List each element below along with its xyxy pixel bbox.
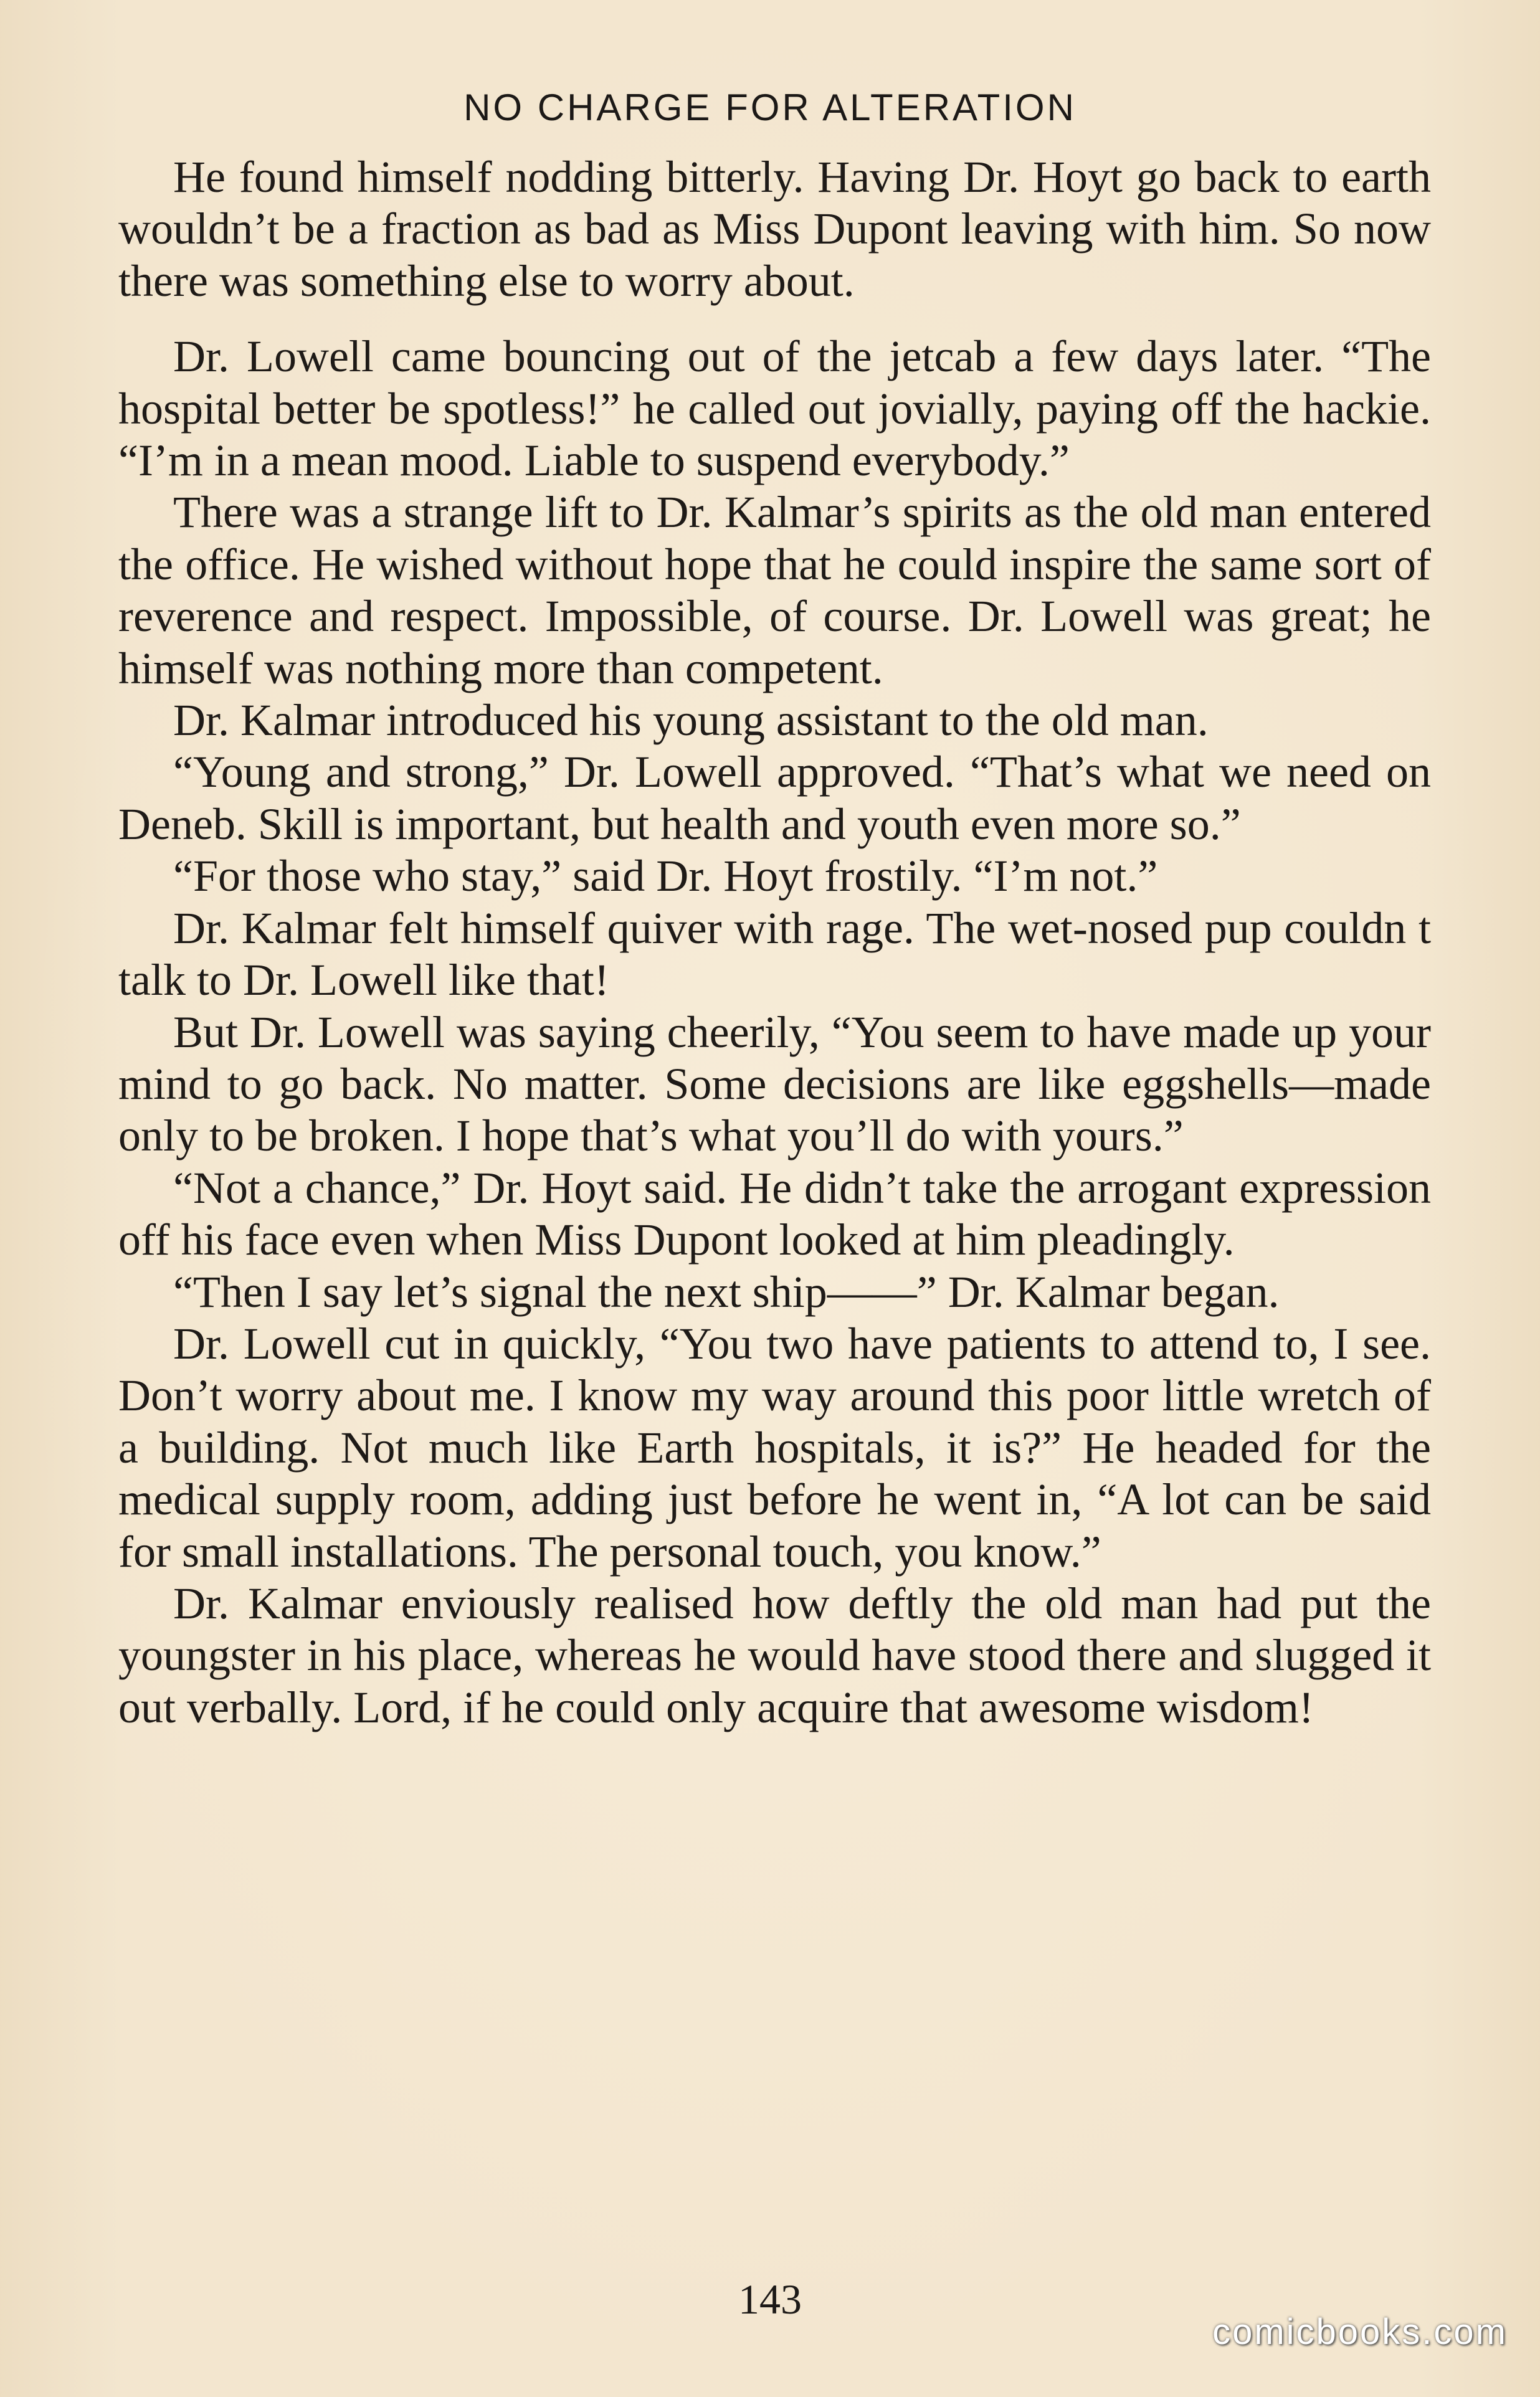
paragraph: Dr. Kalmar introduced his young assistant to the old man. bbox=[173, 695, 1209, 746]
paragraph: Dr. Kalmar felt himself quiver with rage. The wet-nosed pup couldn t talk to Dr. Lowell like that! bbox=[118, 903, 1431, 1005]
running-head-title: NO CHARGE FOR ALTERATION bbox=[463, 87, 1077, 128]
paragraph: There was a strange lift to Dr. Kalmar’s spirits as the old man entered the office. He wished without hope that he could inspire the same sort of reverence and respect. Impossible, of course. Dr. Lowell was great; he himself was nothing more than competent. bbox=[118, 487, 1431, 693]
paragraph: Dr. Lowell came bouncing out of the jetcab a few days later. “The hospital better be spotless!” he called out jovially, paying off the hackie. “I’m in a mean mood. Liable to suspend everybody.” bbox=[118, 331, 1431, 486]
paragraph: “Not a chance,” Dr. Hoyt said. He didn’t take the arrogant expression off his face even when Miss Dupont looked at him pleadingly. bbox=[118, 1162, 1431, 1265]
body-text bbox=[118, 151, 1431, 1734]
paragraph: “Young and strong,” Dr. Lowell approved. “That’s what we need on Deneb. Skill is important, but health and youth even more so.” bbox=[118, 747, 1431, 849]
page-number: 143 bbox=[738, 2276, 802, 2323]
paragraph: He found himself nodding bitterly. Having Dr. Hoyt go back to earth wouldn’t be a fraction as bad as Miss Dupont leaving with him. So now there was something else to worry about. bbox=[118, 152, 1431, 306]
paragraph: “For those who stay,” said Dr. Hoyt frostily. “I’m not.” bbox=[173, 851, 1158, 901]
paragraph: But Dr. Lowell was saying cheerily, “You seem to have made up your mind to go back. No matter. Some decisions are like eggshells—made only to be broken. I hope that’s what you’ll do with yours.” bbox=[118, 1007, 1431, 1161]
paragraph: Dr. Lowell cut in quickly, “You two have patients to attend to, I see. Don’t worry about me. I know my way around this poor little wretch of a building. Not much like Earth hospitals, it is?” He headed for the medical supply room, adding just before he went in, “A lot can be said for small installations. The personal touch, you know.” bbox=[118, 1318, 1431, 1577]
watermark-text: comicbooks.com bbox=[1212, 2312, 1508, 2352]
paragraph: “Then I say let’s signal the next ship——” Dr. Kalmar began. bbox=[173, 1266, 1280, 1317]
paragraph: Dr. Kalmar enviously realised how deftly the old man had put the youngster in his place, whereas he would have stood there and slugged it out verbally. Lord, if he could only acquire that awesome wisdom! bbox=[118, 1578, 1431, 1732]
